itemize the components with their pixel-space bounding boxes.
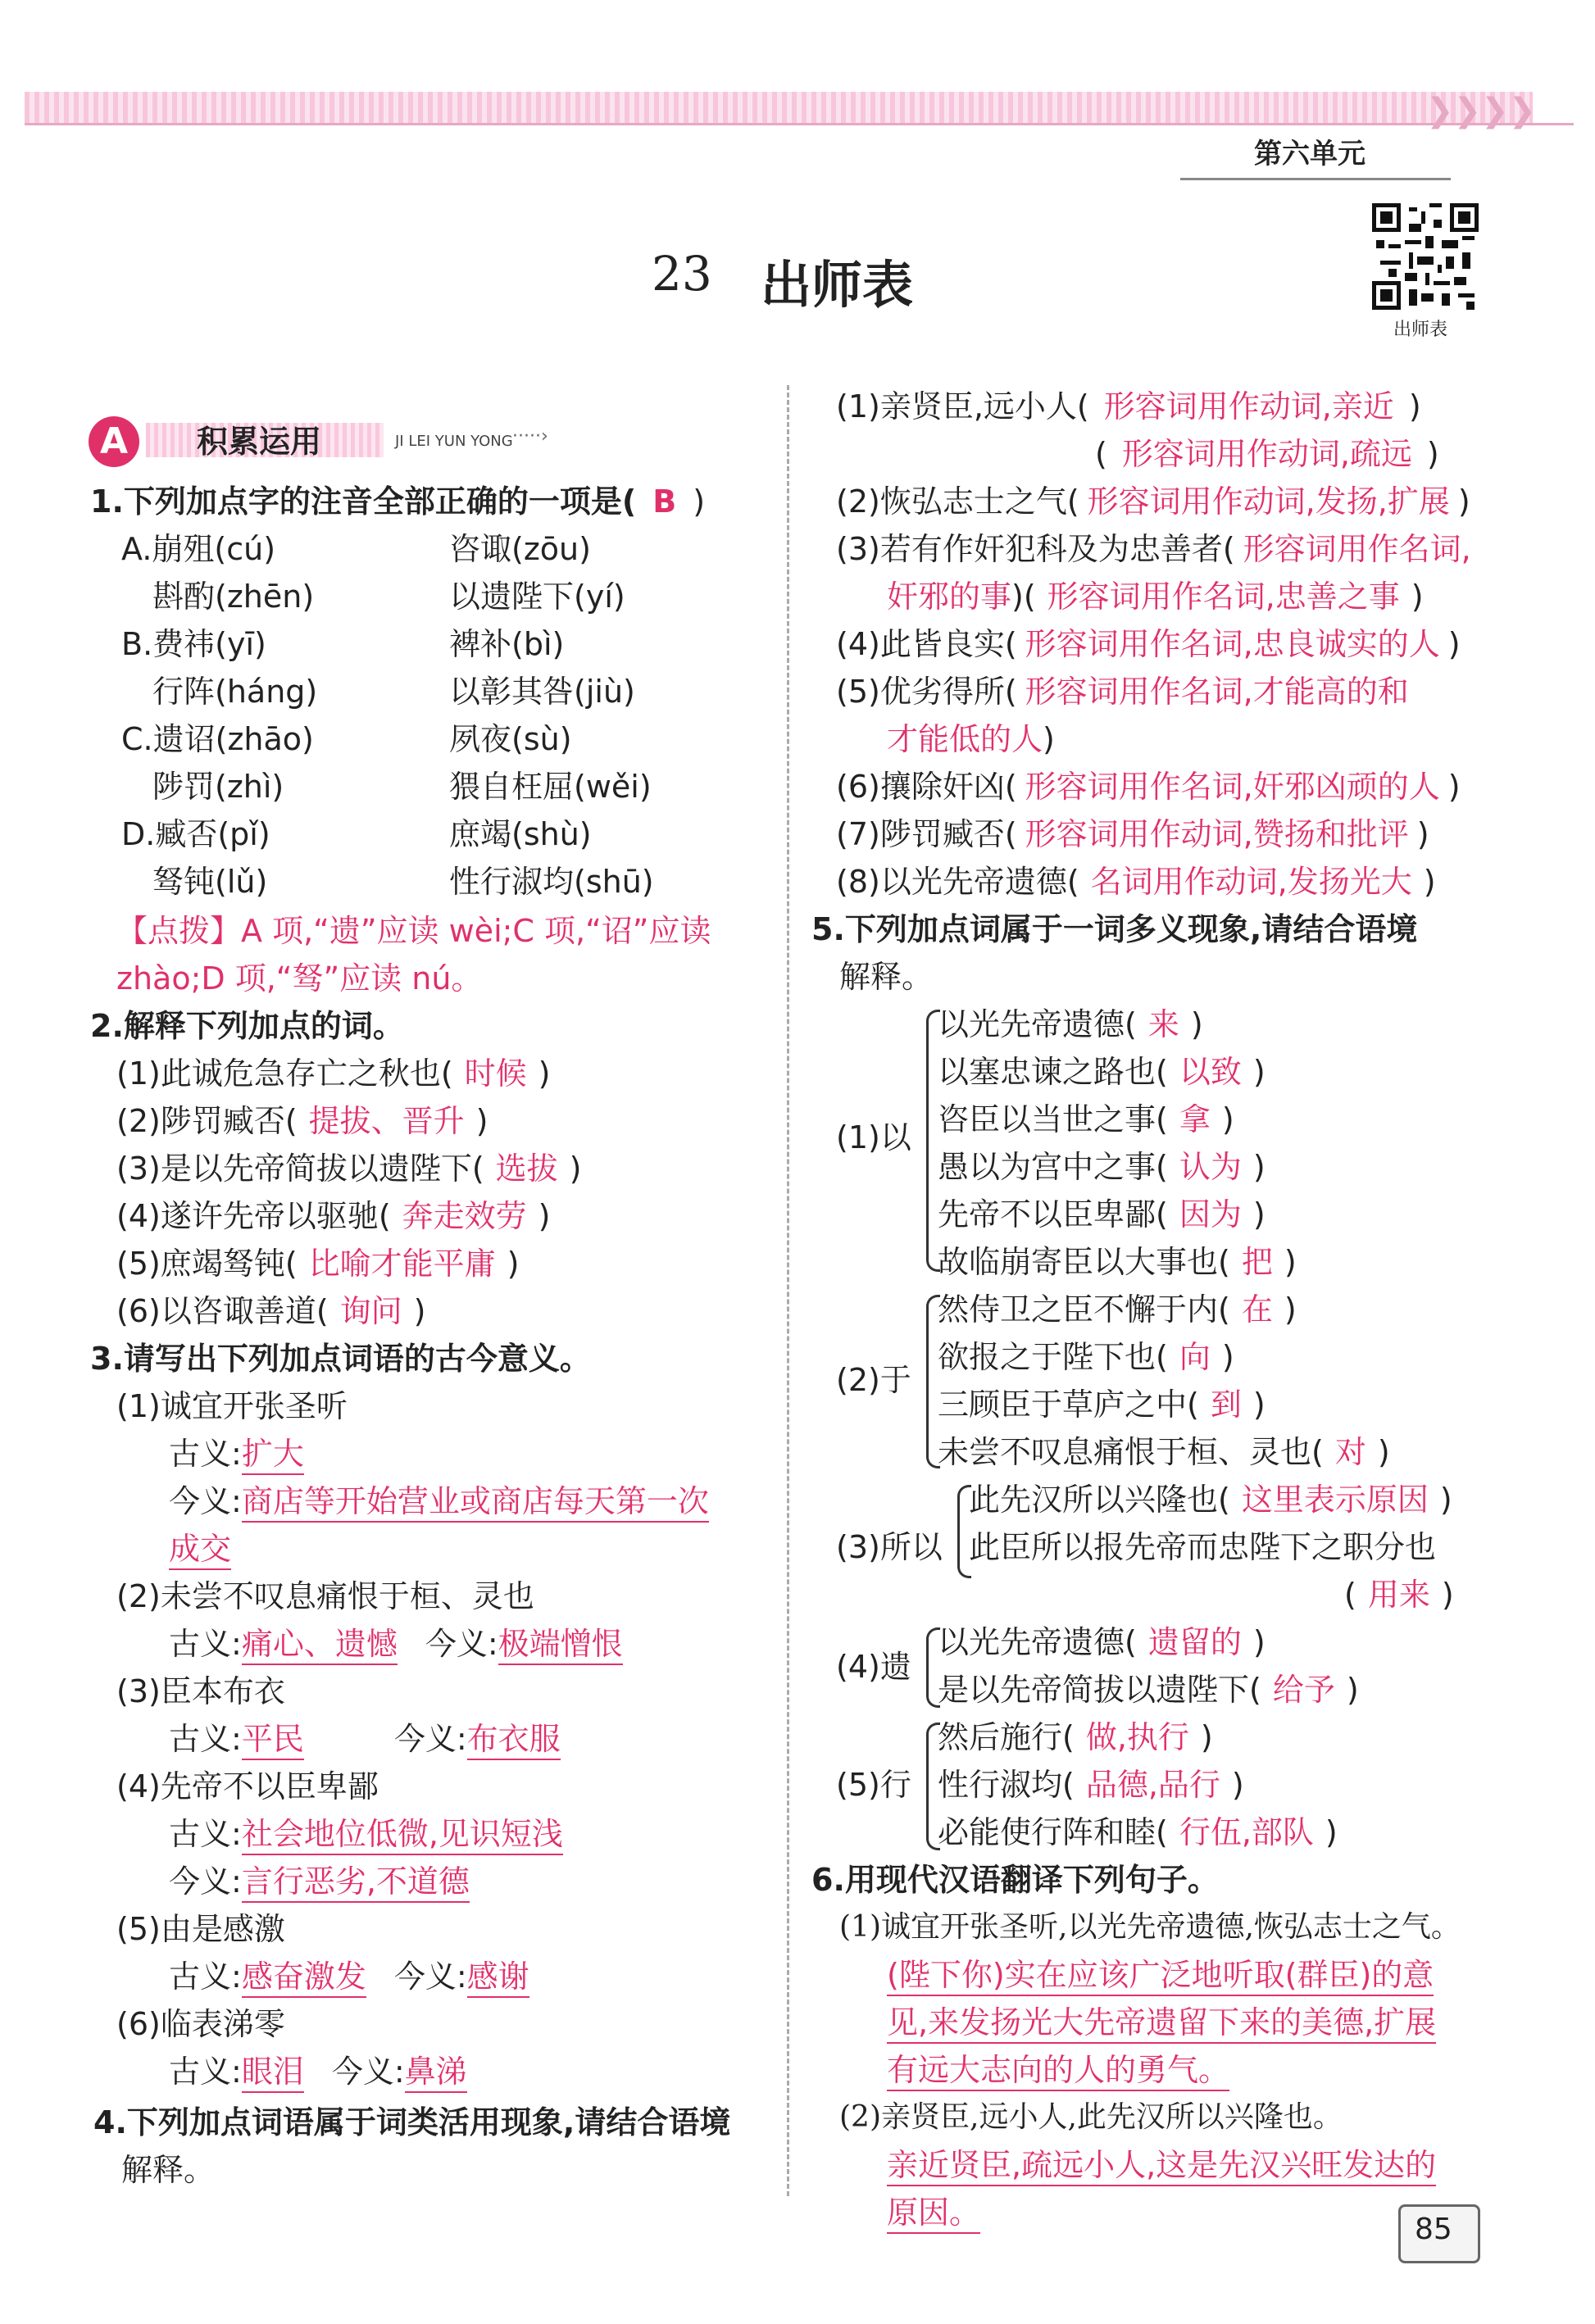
jin-label: 今义:: [425, 1626, 498, 1662]
q1-option: 斟酌(zhēn): [152, 579, 315, 615]
q1-option: B.费祎(yī): [121, 626, 266, 662]
q4-item: (5)优劣得所(: [836, 674, 1017, 710]
q1-option: 行阵(háng): [152, 674, 318, 710]
q4-item: (6)攘除奸凶(: [836, 769, 1017, 805]
q5-answer: 认为: [1179, 1149, 1242, 1185]
chevron-icon: ❯❯❯❯: [1426, 92, 1537, 129]
q4-answer: 形容词用作动词,发扬,扩展: [1087, 483, 1450, 520]
q1-option: 裨补(bì): [449, 626, 565, 662]
q6-sentence: (1)诚宜开张圣听,以光先帝遗德,恢弘志士之气。: [839, 1910, 1461, 1944]
q2-answer: 比喻才能平庸: [308, 1246, 496, 1282]
q3-gu-answer: 感奋激发: [242, 1959, 366, 1998]
q3-jin-answer: 商店等开始营业或商店每天第一次: [242, 1483, 709, 1523]
q5-item: 故临崩寄臣以大事也(: [938, 1244, 1230, 1280]
q5-item: 未尝不叹息痛恨于桓、灵也(: [938, 1434, 1324, 1470]
q6-answer: 原因。: [887, 2195, 980, 2234]
q5-stem: 5.下列加点词属于一词多义现象,请结合语境: [811, 911, 1418, 947]
q5-item: 以光先帝遗德(: [938, 1624, 1137, 1660]
q5-answer: 向: [1179, 1339, 1211, 1375]
q1-option: 咨诹(zōu): [449, 531, 591, 567]
q4-answer: 形容词用作动词,疏远: [1121, 436, 1412, 472]
page-title: 出师表: [761, 255, 914, 315]
q1-option: 庶竭(shù): [449, 816, 592, 852]
q3-jin-answer: 极端憎恨: [498, 1626, 623, 1665]
q4-answer: 形容词用作名词,奸邪凶顽的人: [1025, 769, 1440, 805]
q5-item: 咨臣以当世之事(: [938, 1101, 1168, 1137]
column-divider: [787, 385, 791, 2196]
q4-answer: 才能低的人: [887, 721, 1043, 757]
q5-answer: 品德,品行: [1085, 1767, 1220, 1803]
q6-sentence: (2)亲贤臣,远小人,此先汉所以兴隆也。: [839, 2100, 1343, 2134]
q3-gu-answer: 社会地位低微,见识短浅: [242, 1816, 563, 1855]
q4-item: (: [1095, 436, 1107, 472]
q4-answer: 形容词用作名词,忠良诚实的人: [1025, 626, 1440, 662]
section-label: 积累运用: [197, 424, 322, 460]
q1-hint: zhào;D 项,“驽”应读 nú。: [116, 960, 483, 996]
q1-option: A.崩殂(cú): [121, 531, 276, 567]
q6-answer: (陛下你)实在应该广泛地听取(群臣)的意: [887, 1957, 1434, 1996]
unit-label: 第六单元: [1254, 138, 1366, 170]
q5-answer: 拿: [1179, 1101, 1211, 1137]
q4-item: (: [1023, 579, 1036, 615]
q2-stem: 2.解释下列加点的词。: [90, 1008, 404, 1044]
q5-stem: 解释。: [839, 959, 934, 995]
q1-option: 以遗陛下(yí): [449, 579, 625, 615]
q3-sentence: (4)先帝不以臣卑鄙: [116, 1768, 379, 1804]
q2-item: (1)此诚危急存亡之秋也(: [116, 1055, 453, 1092]
q5-item: 此先汉所以兴隆也(: [969, 1482, 1230, 1518]
q4-stem: 解释。: [121, 2152, 216, 2188]
q3-jin-answer: 成交: [169, 1531, 231, 1570]
q3-gu-answer: 平民: [242, 1721, 304, 1760]
q1-option: 陟罚(zhì): [152, 769, 284, 805]
gu-label: 古义:: [169, 1959, 242, 1995]
q4-item: (2)恢弘志士之气(: [836, 483, 1079, 520]
q2-answer: 选拔: [495, 1151, 558, 1187]
q5-answer: 以致: [1179, 1054, 1242, 1090]
q1-option: 猥自枉屈(wěi): [449, 769, 652, 805]
q4-item: (8)以光先帝遗德(: [836, 864, 1079, 900]
q5-answer: 用来: [1367, 1577, 1430, 1613]
q5-item: 此臣所以报先帝而忠陛下之职分也: [969, 1529, 1437, 1565]
q4-item: (7)陟罚臧否(: [836, 816, 1017, 852]
q4-answer: 名词用作动词,发扬光大: [1090, 864, 1412, 900]
q5-item: 先帝不以臣卑鄙(: [938, 1196, 1168, 1232]
q5-item: 三顾臣于草庐之中(: [938, 1387, 1199, 1423]
q3-gu-answer: 痛心、遗憾: [242, 1626, 398, 1665]
jin-label: 今义:: [331, 2054, 405, 2090]
q4-answer: 形容词用作动词,亲近: [1103, 388, 1394, 424]
gu-label: 古义:: [169, 1816, 242, 1852]
qr-caption: 出师表: [1393, 320, 1448, 340]
q5-item: 必能使行阵和睦(: [938, 1814, 1168, 1850]
gu-label: 古义:: [169, 2054, 242, 2090]
q3-jin-answer: 布衣服: [467, 1721, 561, 1760]
q5-answer: 来: [1147, 1006, 1179, 1042]
q1-option: 以彰其咎(jiù): [449, 674, 635, 710]
page-number: 85: [1415, 2213, 1452, 2246]
q2-answer: 提拔、晋升: [308, 1103, 465, 1139]
q4-answer: 形容词用作动词,赞扬和批评: [1025, 816, 1409, 852]
q5-answer: 在: [1241, 1291, 1273, 1328]
q2-item: (6)以咨诹善道(: [116, 1293, 329, 1329]
q5-item: 然侍卫之臣不懈于内(: [938, 1291, 1230, 1328]
q5-answer: 到: [1210, 1387, 1242, 1423]
jin-label: 今义:: [393, 1721, 467, 1757]
q5-answer: 因为: [1179, 1196, 1242, 1232]
q4-stem: 4.下列加点词语属于词类活用现象,请结合语境: [93, 2104, 731, 2140]
q2-item: (4)遂许先帝以驱驰(: [116, 1198, 391, 1234]
q5-answer: 给予: [1272, 1672, 1335, 1708]
q5-item: 以塞忠谏之路也(: [938, 1054, 1168, 1090]
q5-group-label: (1)以: [836, 1119, 911, 1155]
q5-item: (: [1344, 1577, 1356, 1613]
q2-answer: 询问: [339, 1293, 402, 1329]
q3-sentence: (2)未尝不叹息痛恨于桓、灵也: [116, 1578, 534, 1614]
q1-hint: 【点拨】A 项,“遗”应读 wèi;C 项,“诏”应读: [116, 913, 711, 949]
q5-group-label: (5)行: [836, 1767, 911, 1803]
q5-item: 以光先帝遗德(: [938, 1006, 1137, 1042]
q2-answer: 时候: [464, 1055, 527, 1092]
q5-item: 是以先帝简拔以遗陛下(: [938, 1672, 1261, 1708]
q5-answer: 做,执行: [1085, 1719, 1189, 1755]
gu-label: 古义:: [169, 1626, 242, 1662]
q1-option: C.遗诏(zhāo): [121, 721, 314, 757]
q1-option: 夙夜(sù): [449, 721, 572, 757]
header-band: [25, 92, 1533, 125]
q2-item: (3)是以先帝简拔以遗陛下(: [116, 1151, 484, 1187]
q3-gu-answer: 扩大: [242, 1436, 304, 1475]
q5-answer: 对: [1334, 1434, 1366, 1470]
q3-jin-answer: 感谢: [467, 1959, 529, 1998]
q4-answer: 形容词用作名词,忠善之事: [1047, 579, 1400, 615]
q5-item: 然后施行(: [938, 1719, 1075, 1755]
q4-answer: 奸邪的事: [887, 579, 1012, 615]
q3-jin-answer: 鼻涕: [405, 2054, 467, 2093]
lesson-number: 23: [652, 246, 712, 302]
jin-label: 今义:: [393, 1959, 467, 1995]
q1-answer: B: [652, 483, 677, 520]
q5-group-label: (2)于: [836, 1362, 911, 1398]
qr-code-icon[interactable]: [1372, 203, 1479, 310]
q5-group-label: (3)所以: [836, 1529, 943, 1565]
q4-answer: 形容词用作名词,: [1243, 531, 1471, 567]
q4-item: (4)此皆良实(: [836, 626, 1017, 662]
q5-answer: 遗留的: [1147, 1624, 1242, 1660]
q2-item: (2)陟罚臧否(: [116, 1103, 298, 1139]
q1-option: 驽钝(lǔ): [152, 864, 268, 900]
q6-answer: 亲近贤臣,疏远小人,这是先汉兴旺发达的: [887, 2147, 1436, 2186]
q5-group-label: (4)遗: [836, 1649, 911, 1685]
q5-answer: 这里表示原因: [1241, 1482, 1429, 1518]
q6-answer: 见,来发扬光大先帝遗留下来的美德,扩展: [887, 2004, 1436, 2044]
gu-label: 古义:: [169, 1436, 242, 1472]
q3-sentence: (3)臣本布衣: [116, 1673, 285, 1709]
jin-label: 今义:: [169, 1483, 242, 1519]
gu-label: 古义:: [169, 1721, 242, 1757]
q6-stem: 6.用现代汉语翻译下列句子。: [811, 1862, 1219, 1898]
q1-stem: 1.下列加点字的注音全部正确的一项是(: [90, 483, 637, 520]
q3-gu-answer: 眼泪: [242, 2054, 304, 2093]
q3-sentence: (5)由是感激: [116, 1911, 285, 1947]
q3-jin-answer: 言行恶劣,不道德: [242, 1863, 470, 1903]
section-letter: A: [89, 416, 139, 467]
q2-answer: 奔走效劳: [402, 1198, 527, 1234]
q3-sentence: (1)诚宜开张圣听: [116, 1388, 348, 1424]
q2-item: (5)庶竭驽钝(: [116, 1246, 298, 1282]
section-pinyin: JI LEI YUN YONG: [395, 433, 513, 450]
arrow-icon: ·····›: [512, 426, 548, 447]
q4-item: (3)若有作奸犯科及为忠善者(: [836, 531, 1235, 567]
q4-answer: 形容词用作名词,才能高的和: [1025, 674, 1409, 710]
q5-item: 愚以为宫中之事(: [938, 1149, 1168, 1185]
q5-answer: 行伍,部队: [1179, 1814, 1314, 1850]
q5-answer: 把: [1241, 1244, 1273, 1280]
q5-item: 性行淑均(: [938, 1767, 1075, 1803]
q6-answer: 有远大志向的人的勇气。: [887, 2052, 1229, 2091]
jin-label: 今义:: [169, 1863, 242, 1900]
q1-option: 性行淑均(shū): [449, 864, 654, 900]
q3-stem: 3.请写出下列加点词语的古今意义。: [90, 1341, 591, 1377]
q5-item: 欲报之于陛下也(: [938, 1339, 1168, 1375]
q4-item: (1)亲贤臣,远小人(: [836, 388, 1089, 424]
q3-sentence: (6)临表涕零: [116, 2006, 285, 2042]
q1-option: D.臧否(pǐ): [121, 816, 270, 852]
